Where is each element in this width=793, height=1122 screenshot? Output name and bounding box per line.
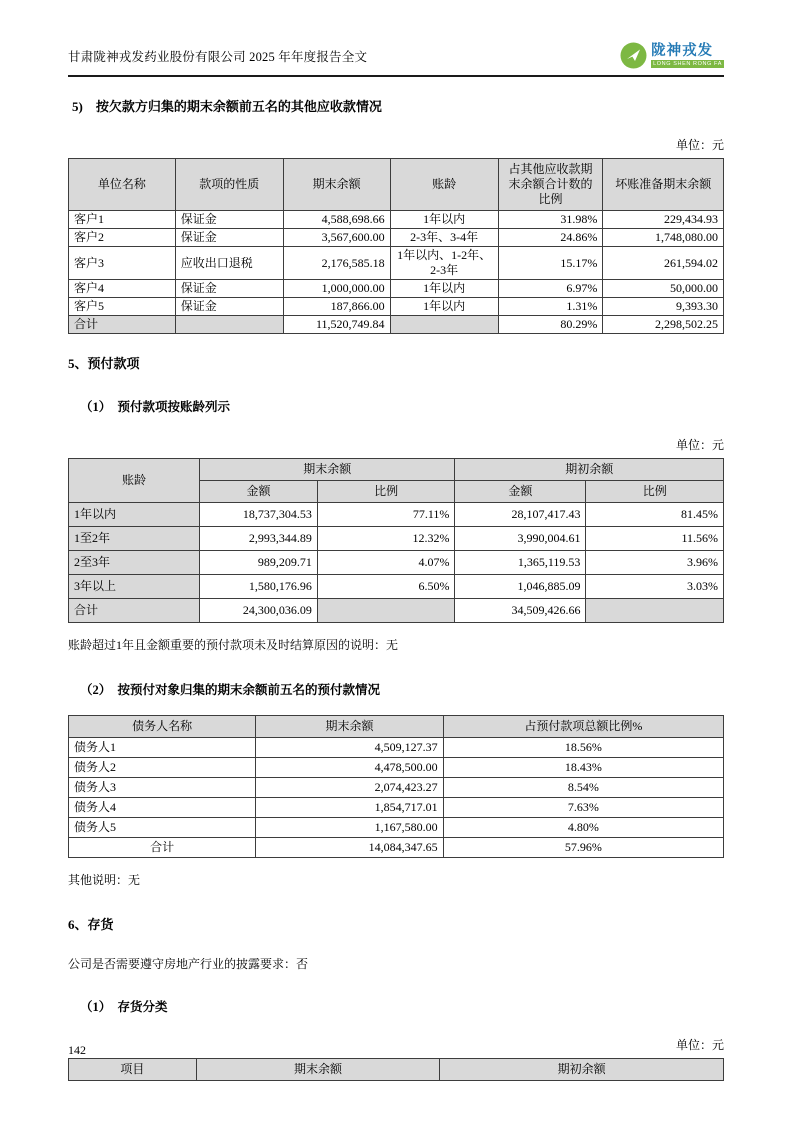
cell: 15.17% bbox=[498, 247, 603, 280]
page-number: 142 bbox=[68, 1043, 86, 1057]
table-row bbox=[69, 778, 724, 798]
cell: 11.56% bbox=[586, 527, 724, 551]
prepayments-aging-table bbox=[68, 458, 724, 623]
cell: 合计 bbox=[69, 838, 256, 858]
cell: 1,748,080.00 bbox=[603, 229, 724, 247]
cell: 1年以内 bbox=[390, 211, 498, 229]
cell: 50,000.00 bbox=[603, 280, 724, 298]
prepayments-top5-table bbox=[68, 715, 724, 858]
table-header-row bbox=[69, 159, 724, 211]
cell: 18.56% bbox=[443, 738, 723, 758]
cell: 1,580,176.96 bbox=[200, 575, 318, 599]
heading-inventory-classes: （1） 存货分类 bbox=[80, 1000, 168, 1014]
logo-text bbox=[651, 44, 724, 68]
cell: 1年以内 bbox=[390, 280, 498, 298]
cell: 1,000,000.00 bbox=[283, 280, 390, 298]
cell: 保证金 bbox=[175, 298, 283, 316]
column-header: 账龄 bbox=[390, 159, 498, 211]
cell: 3,567,600.00 bbox=[283, 229, 390, 247]
cell: 1,046,885.09 bbox=[455, 575, 586, 599]
cell: 3年以上 bbox=[69, 575, 200, 599]
other-note: 其他说明：无 bbox=[68, 873, 141, 887]
cell: 1.31% bbox=[498, 298, 603, 316]
cell: 24.86% bbox=[498, 229, 603, 247]
table-row bbox=[69, 247, 724, 280]
cell: 4,509,127.37 bbox=[256, 738, 443, 758]
cell: 债务人1 bbox=[69, 738, 256, 758]
cell: 保证金 bbox=[175, 280, 283, 298]
cell: 4.07% bbox=[317, 551, 455, 575]
cell: 9,393.30 bbox=[603, 298, 724, 316]
cell: 81.45% bbox=[586, 503, 724, 527]
column-header: 坏账准备期末余额 bbox=[603, 159, 724, 211]
cell: 1年以内、1-2年、2-3年 bbox=[390, 247, 498, 280]
cell: 187,866.00 bbox=[283, 298, 390, 316]
cell: 3,990,004.61 bbox=[455, 527, 586, 551]
cell: 31.98% bbox=[498, 211, 603, 229]
cell: 保证金 bbox=[175, 211, 283, 229]
cell: 客户3 bbox=[69, 247, 176, 280]
table-total-row bbox=[69, 838, 724, 858]
cell: 2,993,344.89 bbox=[200, 527, 318, 551]
cell: 12.32% bbox=[317, 527, 455, 551]
inventory-table bbox=[68, 1058, 724, 1081]
cell: 2-3年、3-4年 bbox=[390, 229, 498, 247]
table-row bbox=[69, 280, 724, 298]
cell: 1,365,119.53 bbox=[455, 551, 586, 575]
cell: 合计 bbox=[69, 316, 176, 334]
column-header: 占其他应收款期末余额合计数的比例 bbox=[498, 159, 603, 211]
cell: 债务人5 bbox=[69, 818, 256, 838]
cell bbox=[175, 316, 283, 334]
table-row bbox=[69, 527, 724, 551]
cell: 1年以内 bbox=[69, 503, 200, 527]
cell: 14,084,347.65 bbox=[256, 838, 443, 858]
cell: 6.50% bbox=[317, 575, 455, 599]
aging-note: 账龄超过1年且金额重要的预付款项未及时结算原因的说明：无 bbox=[68, 638, 399, 652]
column-header: 金额 bbox=[455, 481, 586, 503]
cell: 8.54% bbox=[443, 778, 723, 798]
cell: 1年以内 bbox=[390, 298, 498, 316]
column-header: 期末余额 bbox=[196, 1059, 440, 1081]
cell: 18.43% bbox=[443, 758, 723, 778]
cell: 2,074,423.27 bbox=[256, 778, 443, 798]
cell: 229,434.93 bbox=[603, 211, 724, 229]
table-header-row bbox=[69, 459, 724, 481]
column-header: 比例 bbox=[586, 481, 724, 503]
cell: 18,737,304.53 bbox=[200, 503, 318, 527]
column-header: 债务人名称 bbox=[69, 716, 256, 738]
column-header: 金额 bbox=[200, 481, 318, 503]
cell bbox=[317, 599, 455, 623]
table-row bbox=[69, 798, 724, 818]
logo-bird-icon bbox=[620, 42, 647, 69]
cell: 客户2 bbox=[69, 229, 176, 247]
cell: 1,167,580.00 bbox=[256, 818, 443, 838]
cell bbox=[586, 599, 724, 623]
cell: 2,176,585.18 bbox=[283, 247, 390, 280]
cell: 2,298,502.25 bbox=[603, 316, 724, 334]
logo-company-name: 陇神戎发 bbox=[651, 42, 714, 59]
table-row bbox=[69, 298, 724, 316]
unit-label-2: 单位：元 bbox=[675, 438, 724, 452]
table-total-row bbox=[69, 599, 724, 623]
table-row bbox=[69, 575, 724, 599]
heading-prepayments-top5: （2） 按预付对象归集的期末余额前五名的预付款情况 bbox=[80, 683, 381, 697]
cell: 客户1 bbox=[69, 211, 176, 229]
cell: 7.63% bbox=[443, 798, 723, 818]
cell: 4,588,698.66 bbox=[283, 211, 390, 229]
heading-inventory: 6、存货 bbox=[68, 917, 114, 932]
column-group-header: 期初余额 bbox=[455, 459, 724, 481]
cell: 1,854,717.01 bbox=[256, 798, 443, 818]
cell: 6.97% bbox=[498, 280, 603, 298]
heading-prepayments: 5、预付款项 bbox=[68, 356, 140, 371]
cell: 2至3年 bbox=[69, 551, 200, 575]
table-row bbox=[69, 503, 724, 527]
cell: 261,594.02 bbox=[603, 247, 724, 280]
cell: 3.96% bbox=[586, 551, 724, 575]
cell: 57.96% bbox=[443, 838, 723, 858]
column-header: 比例 bbox=[317, 481, 455, 503]
column-header: 期初余额 bbox=[440, 1059, 724, 1081]
column-header: 账龄 bbox=[69, 459, 200, 503]
unit-label-3: 单位：元 bbox=[675, 1038, 724, 1052]
cell: 债务人3 bbox=[69, 778, 256, 798]
table-header-row bbox=[69, 1059, 724, 1081]
column-header: 期末余额 bbox=[283, 159, 390, 211]
column-header: 款项的性质 bbox=[175, 159, 283, 211]
cell: 80.29% bbox=[498, 316, 603, 334]
cell: 4,478,500.00 bbox=[256, 758, 443, 778]
cell: 债务人4 bbox=[69, 798, 256, 818]
cell: 客户5 bbox=[69, 298, 176, 316]
unit-label-1: 单位：元 bbox=[675, 138, 724, 152]
column-header: 占预付款项总额比例% bbox=[443, 716, 723, 738]
table-row bbox=[69, 551, 724, 575]
cell: 989,209.71 bbox=[200, 551, 318, 575]
table-total-row bbox=[69, 316, 724, 334]
cell bbox=[390, 316, 498, 334]
other-receivables-table bbox=[68, 158, 724, 334]
cell: 4.80% bbox=[443, 818, 723, 838]
column-header: 期末余额 bbox=[256, 716, 443, 738]
document-title: 甘肃陇神戎发药业股份有限公司 2025 年年度报告全文 bbox=[68, 50, 368, 64]
logo-subtitle: LONG SHEN RONG FA bbox=[653, 60, 722, 67]
cell: 24,300,036.09 bbox=[200, 599, 318, 623]
table-row bbox=[69, 229, 724, 247]
cell: 3.03% bbox=[586, 575, 724, 599]
cell: 34,509,426.66 bbox=[455, 599, 586, 623]
heading-other-receivables: 5) 按欠款方归集的期末余额前五名的其他应收款情况 bbox=[72, 99, 382, 114]
cell: 保证金 bbox=[175, 229, 283, 247]
cell: 77.11% bbox=[317, 503, 455, 527]
document-header bbox=[68, 0, 724, 77]
real-estate-disclosure-note: 公司是否需要遵守房地产行业的披露要求：否 bbox=[68, 957, 309, 971]
table-row bbox=[69, 211, 724, 229]
table-row bbox=[69, 818, 724, 838]
cell: 28,107,417.43 bbox=[455, 503, 586, 527]
table-header-row bbox=[69, 716, 724, 738]
cell: 应收出口退税 bbox=[175, 247, 283, 280]
column-group-header: 期末余额 bbox=[200, 459, 455, 481]
heading-prepayments-aging: （1） 预付款项按账龄列示 bbox=[80, 400, 231, 414]
column-header: 项目 bbox=[69, 1059, 197, 1081]
company-logo bbox=[620, 42, 724, 69]
cell: 客户4 bbox=[69, 280, 176, 298]
cell: 1至2年 bbox=[69, 527, 200, 551]
column-header: 单位名称 bbox=[69, 159, 176, 211]
cell: 11,520,749.84 bbox=[283, 316, 390, 334]
table-row bbox=[69, 738, 724, 758]
cell: 债务人2 bbox=[69, 758, 256, 778]
table-row bbox=[69, 758, 724, 778]
cell: 合计 bbox=[69, 599, 200, 623]
